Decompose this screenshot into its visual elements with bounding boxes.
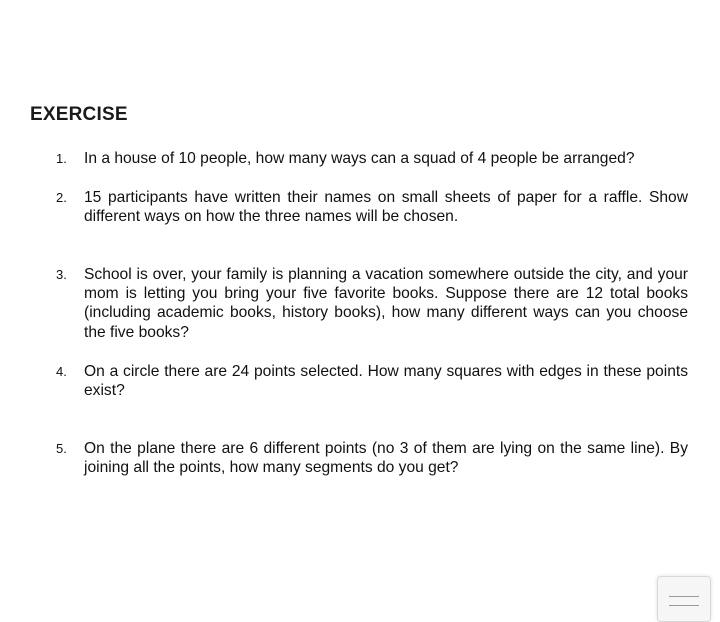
item-number: 5. bbox=[56, 441, 67, 456]
item-text: School is over, your family is planning a vacation somewhere outside the city, and your mom is letting you bring your five favorite books. Suppose there are 12 total books (including academic books, history books), how many different ways can you choose the five books? bbox=[84, 266, 688, 341]
item-text: 15 participants have written their names on small sheets of paper for a raffle. Show different ways on how the three names will be chosen. bbox=[84, 189, 688, 226]
exercise-item-5 bbox=[56, 439, 688, 477]
item-number: 1. bbox=[56, 151, 67, 166]
menu-button[interactable] bbox=[657, 576, 711, 622]
item-number: 3. bbox=[56, 267, 67, 282]
exercise-item-4 bbox=[56, 362, 688, 400]
exercise-item-2 bbox=[56, 188, 688, 226]
exercise-item-1 bbox=[56, 149, 688, 168]
item-text: On a circle there are 24 points selected. How many squares with edges in these points exist? bbox=[84, 363, 688, 400]
item-text: In a house of 10 people, how many ways can a squad of 4 people be arranged? bbox=[84, 150, 635, 167]
item-number: 2. bbox=[56, 190, 67, 205]
item-number: 4. bbox=[56, 364, 67, 379]
exercise-heading: EXERCISE bbox=[30, 104, 128, 125]
item-text: On the plane there are 6 different points (no 3 of them are lying on the same line). By joining all the points, how many segments do you get? bbox=[84, 440, 688, 477]
exercise-item-3 bbox=[56, 265, 688, 342]
